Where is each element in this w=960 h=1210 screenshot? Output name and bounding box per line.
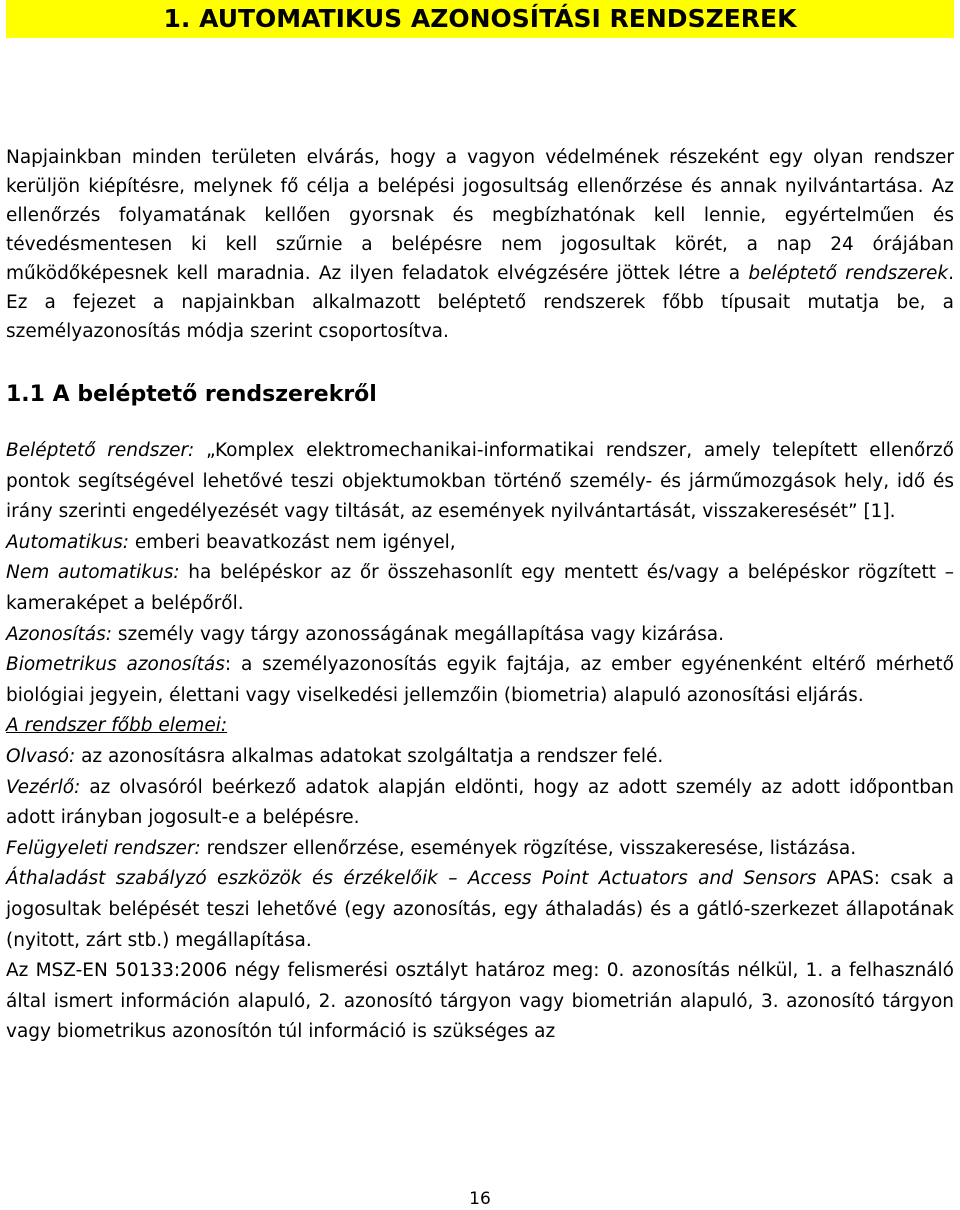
- intro-text-1: Napjainkban minden területen elvárás, hogy a vagyon védelmének részeként egy olyan rendszer kerüljön kiépítésre, melynek fő célja a belépési jogosultság ellenőrzése és annak nyilvántartása.: [6, 147, 954, 197]
- definition-text: APAS: csak a jogosultak belépését teszi lehetővé (egy azonosítás, egy áthaladás) és a gátló-szerkezet állapotának (nyitott, zárt stb.) megállapítása.: [6, 868, 954, 951]
- definition-nem-automatikus: [6, 558, 954, 619]
- definition-text: ha belépéskor az őr összehasonlít egy mentett és/vagy a belépéskor rögzített – kameraképet a belépőről.: [6, 562, 954, 614]
- definition-biometrikus-azonositas: [6, 650, 954, 711]
- definition-text: az azonosításra alkalmas adatokat szolgáltatja a rendszer felé.: [75, 745, 664, 767]
- definition-belepteto-rendszer: [6, 436, 954, 528]
- intro-text-3: Az ilyen feladatok elvégzésére jöttek létre a: [310, 263, 749, 284]
- definition-term: Felügyeleti rendszer:: [6, 837, 201, 859]
- definition-term: Nem automatikus:: [6, 562, 180, 584]
- definition-term: A rendszer főbb elemei:: [6, 715, 228, 737]
- definition-apas: [6, 864, 954, 956]
- section-heading: 1.1 A beléptető rendszerekről: [6, 382, 377, 407]
- page-number: 16: [469, 1189, 491, 1209]
- chapter-title: 1. AUTOMATIKUS AZONOSÍTÁSI RENDSZEREK: [163, 4, 797, 33]
- system-elements-heading: [6, 711, 954, 742]
- definition-term: Olvasó:: [6, 745, 76, 767]
- standard-paragraph: [6, 956, 954, 1048]
- definition-automatikus: [6, 528, 954, 559]
- definition-text: „Komplex elektromechanikai-informatikai rendszer, amely telepített ellenőrző pontok segítségével lehetővé teszi objektumokban történő személy- és járműmozgások hely, idő és irány szerinti engedélyezését vagy tiltását, az események nyilvántartását, visszakeresését” [1].: [6, 440, 955, 523]
- definition-term: Vezérlő:: [6, 776, 81, 798]
- definition-vezerlo: [6, 773, 954, 834]
- definition-text: emberi beavatkozást nem igényel,: [129, 531, 456, 553]
- definition-term: Biometrikus azonosítás: [6, 654, 225, 676]
- definition-term: Beléptető rendszer:: [6, 440, 195, 461]
- definition-text: Az MSZ-EN 50133:2006 négy felismerési osztályt határoz meg: 0. azonosítás nélkül, 1. a felhasználó által ismert információn alapuló, 2. azonosító tárgyon vagy biometrián alapuló, 3. azonosító tárgyon vagy biometrikus azonosítón túl információ is szükséges az: [6, 960, 954, 1043]
- definition-text: személy vagy tárgy azonosságának megállapítása vagy kizárása.: [111, 623, 724, 645]
- definitions: [6, 436, 954, 1048]
- definition-term: Azonosítás:: [6, 623, 112, 645]
- definition-olvaso: [6, 742, 954, 773]
- definition-text: rendszer ellenőrzése, események rögzítése, visszakeresése, listázása.: [200, 837, 857, 859]
- definition-text: az olvasóról beérkező adatok alapján eldönti, hogy az adott személy az adott időpontban adott irányban jogosult-e a belépésre.: [6, 776, 954, 829]
- intro-text-3-end: .: [948, 263, 955, 284]
- document-page: [6, 0, 954, 1210]
- definition-felugyeleti-rendszer: [6, 834, 954, 865]
- definition-term: Áthaladást szabályzó eszközök és érzékelőik – Access Point Actuators and Sensors: [6, 868, 817, 890]
- definition-term: Automatikus:: [6, 531, 130, 553]
- definition-text: : a személyazonosítás egyik fajtája, az ember egyénenként eltérő mérhető biológiai jegyein, élettani vagy viselkedési jellemzőin (biometria) alapuló azonosítási eljárás.: [6, 654, 954, 706]
- intro-text-2: Az ellenőrzés folyamatának kellően gyorsnak és megbízhatónak kell lennie, egyértelműen és tévedésmentesen ki kell szűrnie a belépésre nem jogosultak körét, a nap 24 órájában működőképesnek kell maradnia.: [6, 176, 954, 284]
- intro-paragraph: [6, 143, 954, 346]
- definition-azonositas: [6, 620, 954, 651]
- intro-text-4: Ez a fejezet a napjainkban alkalmazott beléptető rendszerek főbb típusait mutatja be, a személyazonosítás módja szerint csoportosítva.: [6, 292, 954, 342]
- intro-term: beléptető rendszerek: [748, 263, 949, 284]
